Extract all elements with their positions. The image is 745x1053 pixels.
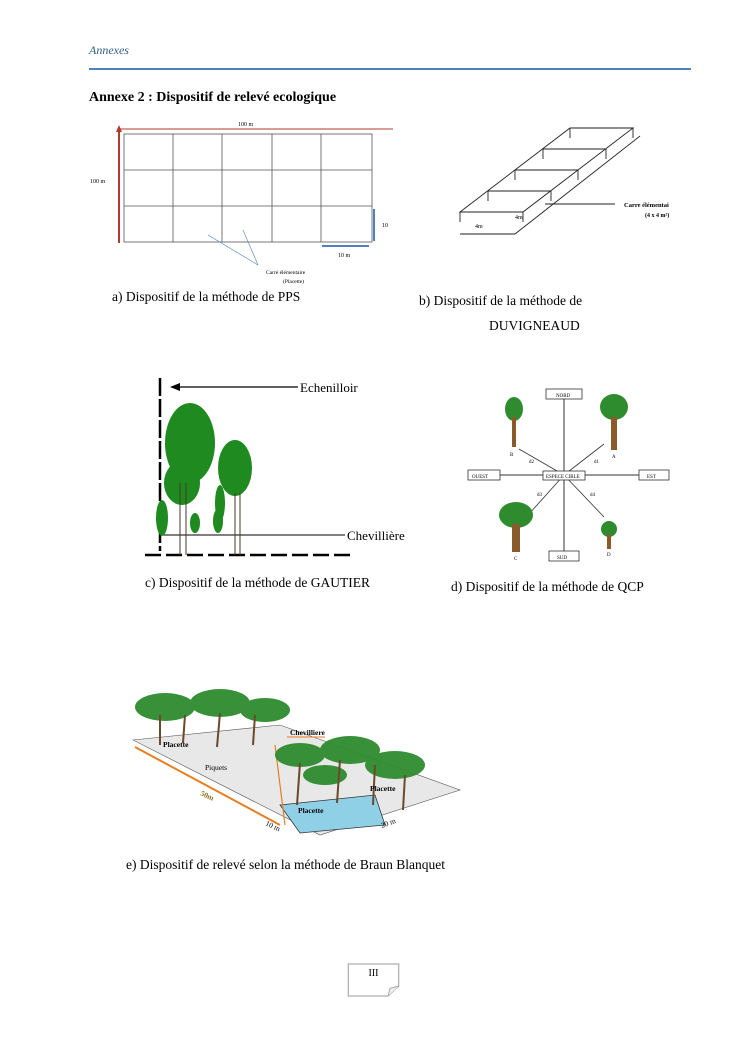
fig-a-right-label: 10: [382, 223, 388, 229]
fig-e-dist-50: 50m: [199, 788, 216, 803]
figure-c-gautier-diagram: [140, 373, 415, 563]
fig-d-east: EST: [647, 475, 656, 480]
fig-b-dim-2: 4m: [515, 215, 523, 221]
fig-a-grid: [124, 134, 372, 242]
fig-d-dist-1: d1: [594, 460, 599, 465]
fig-e-placette-1: Placette: [163, 740, 189, 749]
fig-d-tree-c: C: [514, 557, 518, 562]
fig-e-placette-2: Placette: [370, 784, 396, 793]
figure-d-caption: d) Dispositif de la méthode de QCP: [451, 579, 644, 594]
fig-d-dist-2: d2: [529, 460, 534, 465]
page-number: III: [368, 968, 379, 979]
fig-a-top-label: 100 m: [238, 122, 254, 128]
fig-c-label-top: Echenilloir: [300, 380, 358, 395]
header-rule: [89, 68, 691, 70]
fig-d-dist-3: d3: [537, 493, 542, 498]
fig-d-tree-b: B: [510, 453, 514, 458]
fig-d-south: SUD: [557, 556, 568, 561]
fig-d-tree-d: D: [607, 553, 611, 558]
fig-d-north: NORD: [556, 394, 571, 399]
fig-c-label-right: Chevillière: [347, 528, 405, 543]
figure-d-qcp-diagram: [464, 384, 682, 567]
fig-a-plot-label-2: (Placette): [283, 279, 305, 285]
fig-a-plot-label: Carré élémentaire: [266, 270, 306, 276]
fig-b-dim-1: 4m: [475, 224, 483, 230]
fig-d-tree-a: A: [612, 455, 616, 460]
fig-e-dist-10: 10 m: [264, 818, 282, 834]
figure-b-duvigneaud-diagram: [455, 122, 680, 242]
fig-b-label-2: (4 x 4 m²): [645, 213, 670, 219]
figure-e-caption: e) Dispositif de relevé selon la méthode de Braun Blanquet: [126, 857, 446, 872]
fig-d-west: OUEST: [472, 475, 489, 480]
fig-a-left-label: 100 m: [90, 179, 106, 185]
running-header: Annexes: [89, 43, 129, 57]
fig-e-dist-20: 20 m: [379, 816, 397, 830]
fig-d-center: ESPECE CIBLE: [546, 475, 580, 480]
fig-d-dist-4: d4: [590, 493, 595, 498]
figure-e-braun-blanquet-diagram: [125, 685, 470, 845]
fig-b-label: Carre élémentai: [624, 202, 669, 209]
fig-e-placette-3: Placette: [298, 806, 324, 815]
fig-a-bottom-label: 10 m: [338, 253, 351, 259]
fig-e-piquets: Piquets: [205, 763, 228, 772]
figure-a-pps-diagram: [88, 115, 408, 290]
annex-title: Annexe 2 : Dispositif de relevé ecologique: [89, 90, 337, 105]
figure-c-caption: c) Dispositif de la méthode de GAUTIER: [145, 575, 370, 590]
fig-e-chevilliere: Chevilliere: [290, 728, 325, 737]
figure-a-caption: a) Dispositif de la méthode de PPS: [112, 289, 301, 304]
figure-b-caption-line1: b) Dispositif de la méthode de: [419, 293, 583, 308]
figure-b-caption-line2: DUVIGNEAUD: [489, 318, 580, 333]
